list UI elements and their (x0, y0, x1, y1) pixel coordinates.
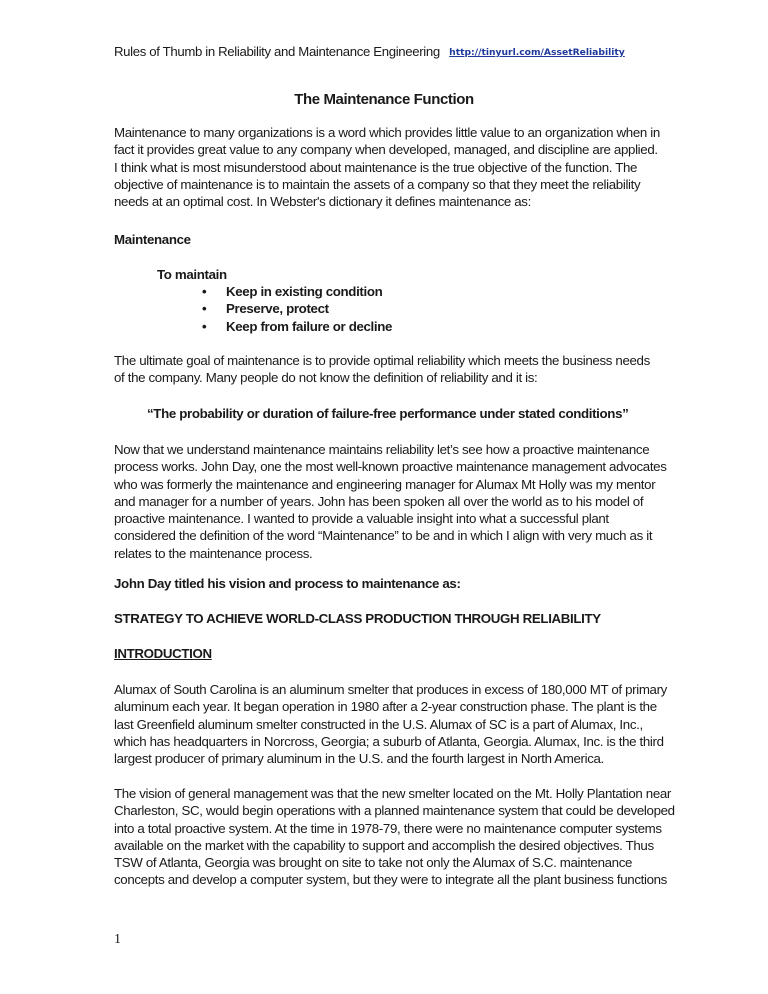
text-line: Alumax of South Carolina is an aluminum smelter that produces in excess of 180,000 MT of primary (114, 682, 667, 697)
introduction-heading: INTRODUCTION (114, 646, 212, 661)
definition-term: Maintenance (114, 232, 191, 247)
alumax-paragraph (114, 681, 667, 767)
text-line: relates to the maintenance process. (114, 545, 313, 561)
text-line: into a total proactive system. At the time in 1978-79, there were no maintenance computer systems (114, 820, 662, 836)
text-line: Maintenance to many organizations is a word which provides little value to an organization when in (114, 125, 660, 140)
bullet-item (114, 283, 659, 300)
text-line: Now that we understand maintenance maintains reliability let’s see how a proactive maintenance (114, 442, 650, 457)
text-line: objective of maintenance is to maintain the assets of a company so that they meet the reliability (114, 176, 641, 192)
text-line: largest producer of primary aluminum in the U.S. and the fourth largest in North America. (114, 751, 604, 767)
definition-bullet-list (114, 283, 659, 335)
john-day-paragraph (114, 441, 667, 562)
page-number: 1 (114, 932, 121, 947)
text-line: The vision of general management was that the new smelter located on the Mt. Holly Plantation near (114, 786, 671, 801)
bullet-icon: • (202, 318, 207, 334)
text-line: I think what is most misunderstood about maintenance is the true objective of the function. The (114, 159, 638, 175)
text-line: concepts and develop a computer system, but they were to integrate all the plant business functions (114, 872, 667, 888)
text-line: proactive maintenance. I wanted to provide a valuable insight into what a successful plant (114, 511, 609, 527)
bullet-icon: • (202, 284, 207, 299)
john-day-titled: John Day titled his vision and process to maintenance as: (114, 576, 461, 591)
text-line: who was formerly the maintenance and engineering manager for Alumax Mt Holly was my mentor (114, 476, 656, 492)
strategy-heading: STRATEGY TO ACHIEVE WORLD-CLASS PRODUCTION THROUGH RELIABILITY (114, 611, 601, 626)
reliability-quote: “The probability or duration of failure-free performance under stated conditions” (147, 406, 629, 421)
text-line: needs at an optimal cost. In Webster's dictionary it defines maintenance as: (114, 194, 531, 210)
text-line: Charleston, SC, would begin operations with a planned maintenance system that could be developed (114, 803, 675, 819)
text-line: and manager for a number of years. John has been spoken all over the world as to his model of (114, 493, 644, 509)
vision-paragraph (114, 785, 675, 889)
text-line: available on the market with the capability to support and accomplish the desired objectives. Thus (114, 837, 654, 853)
bullet-text: Keep from failure or decline (226, 318, 393, 334)
running-header (114, 44, 625, 59)
text-line: last Greenfield aluminum smelter constructed in the U.S. Alumax of SC is a part of Alumax, Inc., (114, 716, 643, 732)
bullet-item (114, 318, 659, 335)
text-line: which has headquarters in Norcross, Georgia; a suburb of Atlanta, Georgia. Alumax, Inc. is the third (114, 733, 664, 749)
intro-paragraph (114, 124, 659, 210)
page-title (0, 91, 768, 108)
bullet-item (114, 300, 659, 317)
page-title-text: The Maintenance Function (294, 91, 474, 108)
text-line: process works. John Day, one the most well-known proactive maintenance management advocates (114, 459, 667, 475)
text-line: TSW of Atlanta, Georgia was brought on site to take not only the Alumax of S.C. maintenance (114, 855, 633, 871)
running-title: Rules of Thumb in Reliability and Maintenance Engineering (114, 44, 440, 59)
definition-sub: To maintain (157, 267, 227, 282)
asset-reliability-link[interactable]: http://tinyurl.com/AssetReliability (449, 47, 625, 58)
text-line: considered the definition of the word “Maintenance” to be and in which I align with very much as it (114, 528, 653, 544)
text-line: aluminum each year. It began operation in 1980 after a 2-year construction phase. The plant is the (114, 699, 657, 715)
bullet-text: Keep in existing condition (226, 284, 383, 299)
text-line: The ultimate goal of maintenance is to provide optimal reliability which meets the business needs (114, 353, 650, 368)
bullet-text: Preserve, protect (226, 301, 329, 317)
text-line: of the company. Many people do not know the definition of reliability and it is: (114, 370, 538, 386)
goal-paragraph (114, 352, 659, 387)
text-line: fact it provides great value to any company when developed, managed, and discipline are applied. (114, 142, 658, 158)
bullet-icon: • (202, 301, 207, 317)
